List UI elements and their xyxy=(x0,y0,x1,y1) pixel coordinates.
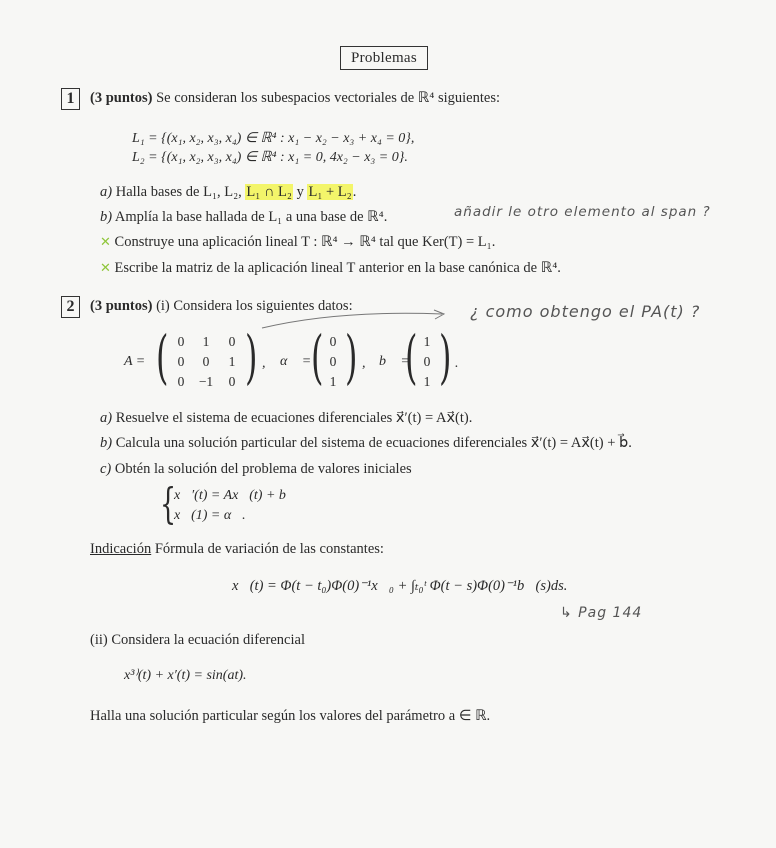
problem-1-header xyxy=(90,90,500,107)
p1-item-c xyxy=(100,234,495,251)
matrix-cell: 0 xyxy=(177,374,185,389)
vector-cell: 1 xyxy=(329,374,337,389)
hint-label: Indicación xyxy=(90,541,152,557)
p2-item-b-text: Calcula una solución particular del sistema de ecuaciones diferenciales x⃗′(t) = Ax⃗(t) + b⃗. xyxy=(115,435,632,451)
p2-item-a xyxy=(100,410,472,427)
vector-alpha-right-paren: ) xyxy=(345,323,358,391)
p2-item-b xyxy=(100,435,632,452)
vector-b xyxy=(416,334,438,394)
problem-1-points: (3 puntos) xyxy=(90,90,153,106)
p1-item-b-label: b) xyxy=(100,209,113,225)
highlight-sum: L₁ + L₂ xyxy=(308,184,352,200)
final-instruction: Halla una solución particular según los valores del parámetro a ∈ ℝ. xyxy=(90,708,491,724)
p1-item-d xyxy=(100,260,561,277)
p1-item-d-text: Escribe la matriz de la aplicación lineal T anterior en la base canónica de ℝ⁴. xyxy=(114,260,561,276)
matrix-cell: 0 xyxy=(177,334,185,349)
checkmark-icon: ✕ xyxy=(100,261,111,276)
p1-item-c-text: Construye una aplicación lineal T : ℝ⁴ → ℝ⁴ tal que Ker(T) = L₁. xyxy=(114,234,496,250)
highlight-intersection: L₁ ∩ L₂ xyxy=(246,184,292,200)
vector-cell: 1 xyxy=(423,374,431,389)
vector-b-left-paren: ( xyxy=(405,323,418,391)
p1-item-a xyxy=(100,184,356,201)
subspace-L1: L₁ = {(x₁, x₂, x₃, x₄) ∈ ℝ⁴ : x₁ − x₂ − x₃ + x₄ = 0}, xyxy=(132,131,415,146)
p2-item-b-label: b) xyxy=(100,435,113,451)
matrix-A-right-paren: ) xyxy=(245,323,258,391)
system-brace: { xyxy=(160,479,177,528)
hint-text: Fórmula de variación de las constantes: xyxy=(154,541,384,557)
p1-item-b xyxy=(100,209,387,226)
p1-item-a-text: Halla bases de L₁, L₂, xyxy=(115,184,242,200)
handwritten-page-note: ↳ Pag 144 xyxy=(560,605,643,621)
problem-1-intro: Se consideran los subespacios vectoriales de ℝ⁴ siguientes: xyxy=(156,90,500,106)
vector-b-right-paren: ) xyxy=(439,323,452,391)
end-dot: . xyxy=(455,356,459,371)
p2-item-c-text: Obtén la solución del problema de valores iniciales xyxy=(114,461,412,477)
vector-b-label: b⃗ = xyxy=(379,354,410,369)
system-equation-1: x⃗′(t) = Ax⃗(t) + b⃗ xyxy=(174,488,297,503)
hint-line xyxy=(90,541,384,558)
vector-cell: 0 xyxy=(423,354,431,369)
matrix-A xyxy=(170,334,244,394)
matrix-A-label: A = xyxy=(124,354,146,369)
system-equation-2: x⃗(1) = α⃗. xyxy=(174,508,246,523)
matrix-cell: 0 xyxy=(202,354,210,369)
p1-item-a-label: a) xyxy=(100,184,113,200)
p2-item-c xyxy=(100,461,412,478)
separator-comma: , xyxy=(362,356,366,371)
handwritten-note-span: añadir le otro elemento al span ? xyxy=(454,204,711,220)
vector-cell: 1 xyxy=(423,334,431,349)
p2-item-a-label: a) xyxy=(100,410,113,426)
part-ii-intro: (ii) Considera la ecuación diferencial xyxy=(90,632,305,648)
p1-item-a-y: y xyxy=(296,184,304,200)
checkmark-icon: ✕ xyxy=(100,235,111,250)
variation-of-constants-formula: x⃗(t) = Φ(t − t₀)Φ(0)⁻¹x⃗₀ + ∫ₜ₀ᵗ Φ(t − s)Φ(0)⁻¹b⃗(s)ds. xyxy=(232,578,568,594)
matrix-cell: 1 xyxy=(228,354,236,369)
ode-equation: x³⁾(t) + x′(t) = sin(at). xyxy=(124,668,247,683)
problem-2-intro: (i) Considera los siguientes datos: xyxy=(156,298,353,314)
vector-alpha-left-paren: ( xyxy=(311,323,324,391)
page-title: Problemas xyxy=(340,46,428,70)
p1-item-a-end: . xyxy=(352,184,357,200)
matrix-cell: 0 xyxy=(177,354,185,369)
p2-item-a-text: Resuelve el sistema de ecuaciones diferenciales x⃗′(t) = Ax⃗(t). xyxy=(115,410,473,426)
p2-item-c-label: c) xyxy=(100,461,112,477)
subspace-L2: L₂ = {(x₁, x₂, x₃, x₄) ∈ ℝ⁴ : x₁ = 0, 4x₂ − x₃ = 0}. xyxy=(132,150,408,165)
matrix-cell: 0 xyxy=(228,334,236,349)
vector-alpha-label: α⃗ = xyxy=(280,354,312,369)
vector-cell: 0 xyxy=(329,334,337,349)
problem-2-number: 2 xyxy=(61,296,80,318)
matrix-A-left-paren: ( xyxy=(156,323,169,391)
separator-comma: , xyxy=(262,356,266,371)
problem-2-points: (3 puntos) xyxy=(90,298,153,314)
vector-cell: 0 xyxy=(329,354,337,369)
matrix-cell: −1 xyxy=(198,374,214,389)
p1-item-b-text: Amplía la base hallada de L₁ a una base de ℝ⁴. xyxy=(114,209,388,225)
handwritten-note-question: ¿ como obtengo el PA(t) ? xyxy=(470,302,701,321)
matrix-cell: 0 xyxy=(228,374,236,389)
problem-1-number: 1 xyxy=(61,88,80,110)
matrix-cell: 1 xyxy=(202,334,210,349)
vector-alpha xyxy=(322,334,344,394)
